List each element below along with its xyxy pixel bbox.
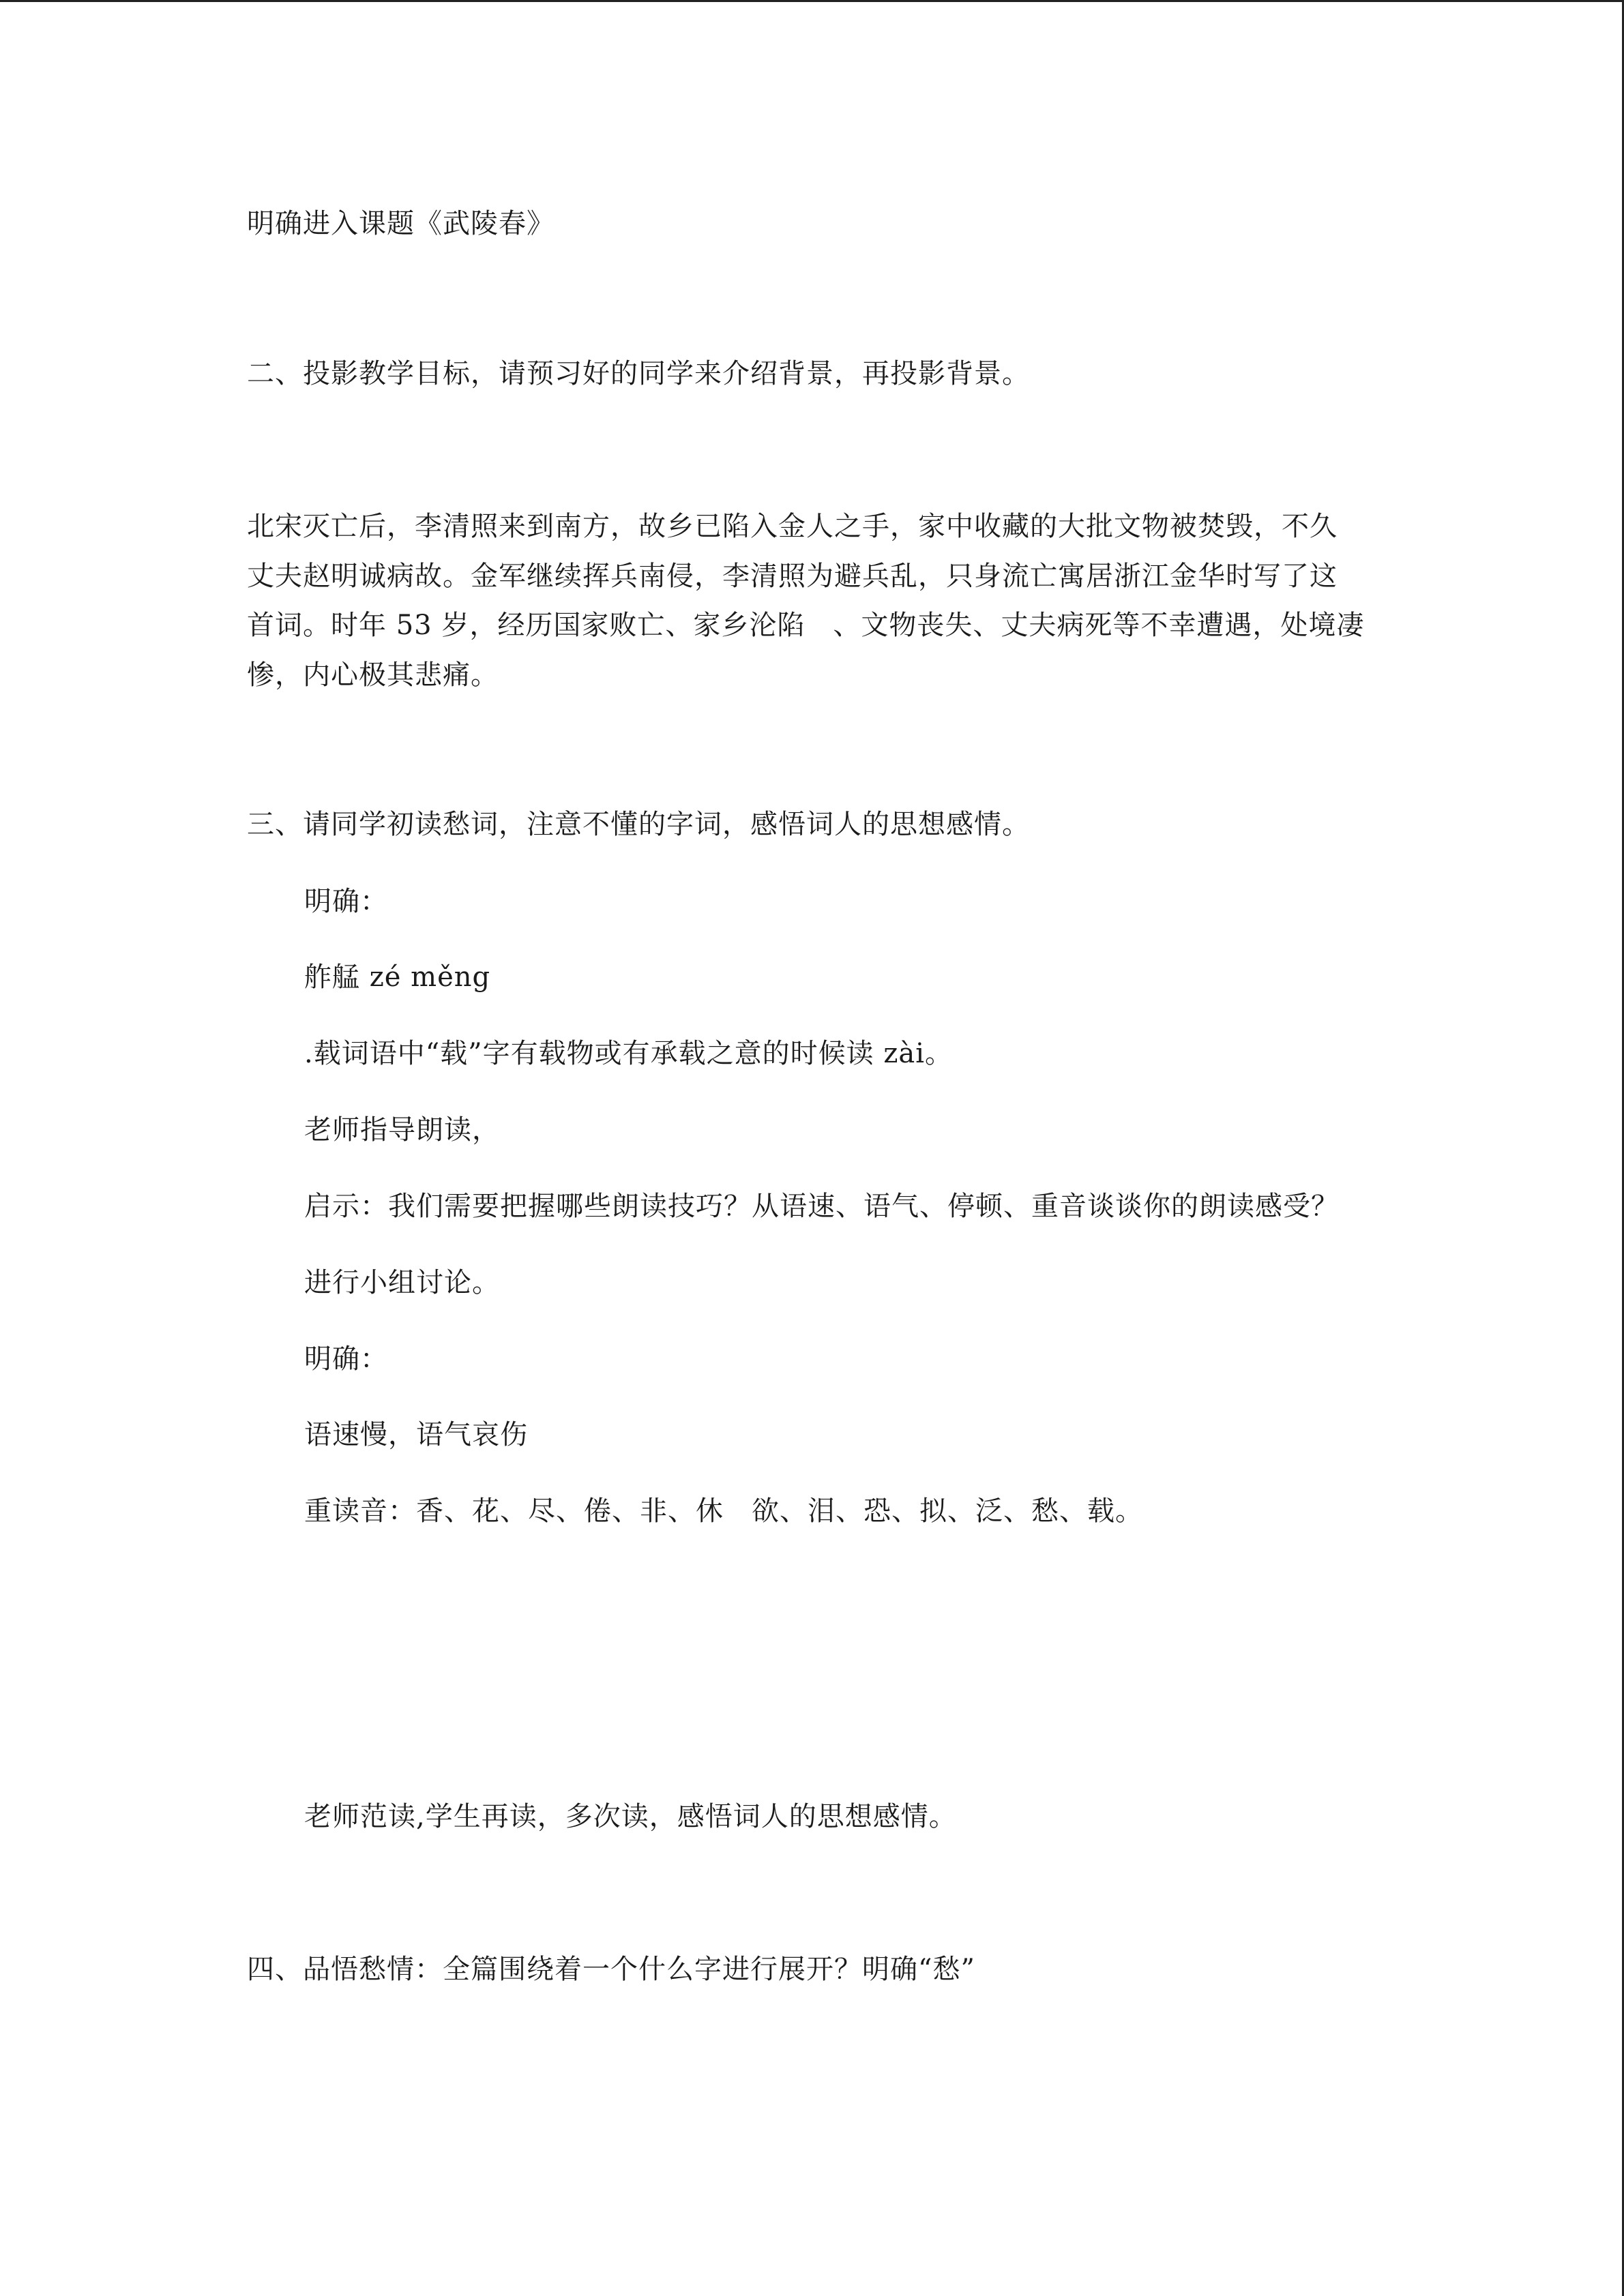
pinyin-note-1: 舴艋 zé měng — [304, 961, 491, 993]
background-line-2: 丈夫赵明诚病故。金军继续挥兵南侵，李清照为避兵乱，只身流亡寓居浙江金华时写了这 — [247, 560, 1338, 592]
page-border-top — [0, 0, 1624, 2]
background-line-1: 北宋灭亡后，李清照来到南方，故乡已陷入金人之手，家中收藏的大批文物被焚毁，不久 — [247, 511, 1338, 542]
reading-guide: 老师指导朗读， — [304, 1114, 500, 1146]
background-line-3: 首词。时年 53 岁，经历国家败亡、家乡沦陷 、文物丧失、丈夫病死等不幸遭遇，处境凄 — [247, 610, 1365, 641]
section-3-heading: 三、请同学初读愁词，注意不懂的字词，感悟词人的思想感情。 — [247, 809, 1030, 840]
section-4-heading: 四、品悟愁情：全篇围绕着一个什么字进行展开？明确“愁” — [247, 1954, 975, 1985]
pinyin-note-2: .载词语中“载”字有载物或有承载之意的时候读 zài。 — [304, 1038, 954, 1069]
background-paragraph — [247, 502, 1393, 700]
stress-note: 重读音：香、花、尽、倦、非、休 欲、泪、恐、拟、泛、愁、载。 — [304, 1495, 1143, 1527]
clarify-label-2: 明确： — [304, 1343, 388, 1375]
reading-prompt: 启示：我们需要把握哪些朗读技巧？从语速、语气、停顿、重音谈谈你的朗读感受？ — [304, 1191, 1339, 1222]
tone-note: 语速慢，语气哀伤 — [304, 1419, 528, 1450]
section-2-heading: 二、投影教学目标，请预习好的同学来介绍背景，再投影背景。 — [247, 358, 1030, 389]
group-discussion: 进行小组讨论。 — [304, 1267, 500, 1298]
intro-line: 明确进入课题《武陵春》 — [247, 208, 555, 239]
clarify-label-1: 明确： — [304, 886, 388, 917]
model-reading-note: 老师范读,学生再读，多次读，感悟词人的思想感情。 — [304, 1801, 957, 1832]
background-line-4: 惨，内心极其悲痛。 — [247, 659, 499, 691]
